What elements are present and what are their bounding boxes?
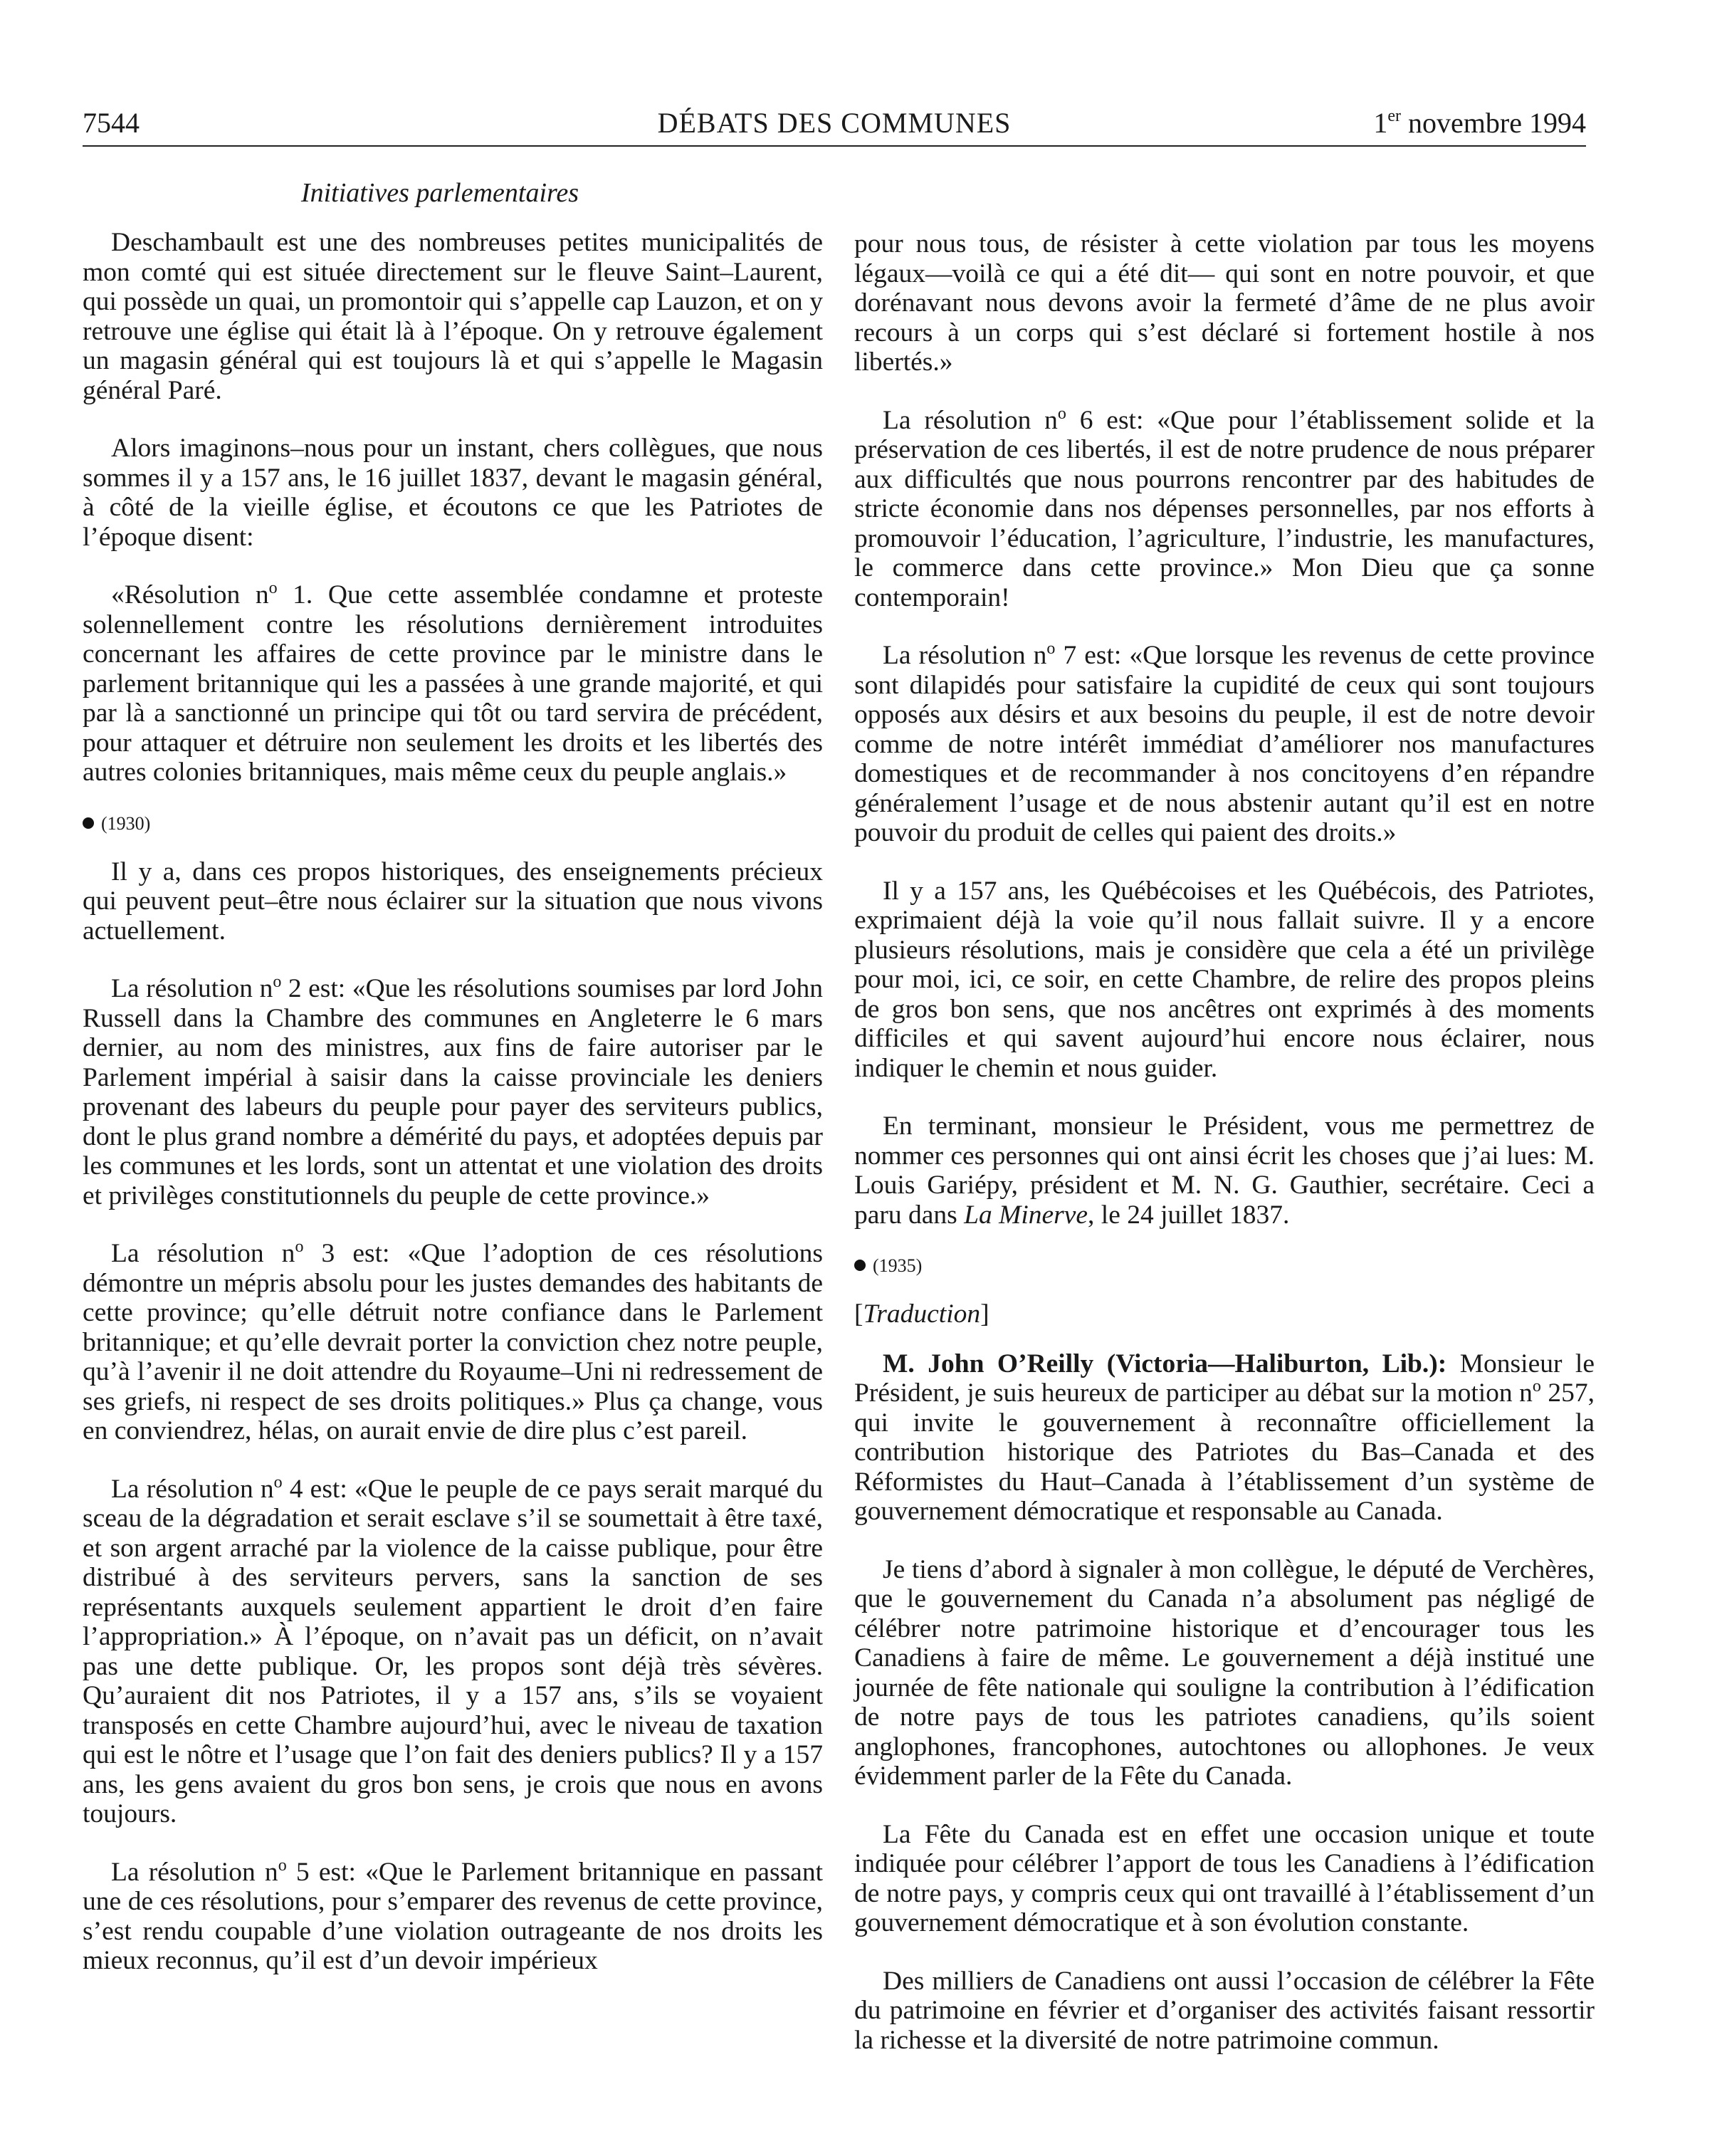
publication-title: DÉBATS DES COMMUNES xyxy=(657,107,1012,139)
resolution-3-paragraph xyxy=(83,1239,823,1446)
bullet-icon xyxy=(854,1260,866,1271)
paragraph-continued: pour nous tous, de résister à cette violation par tous les moyens légaux—voilà ce qui a été dit— qui sont en notre pouvoir, et que dorénavant nous devons avoir la fermeté d’âme de ne plus avoir recours à un corps qui s’est déclaré si fortement hostile à nos libertés.» xyxy=(854,229,1595,377)
text-run: La résolution n xyxy=(111,1857,278,1887)
paragraph: Des milliers de Canadiens ont aussi l’occasion de célébrer la Fête du patrimoine en février et d’organiser des activités faisant ressortir la richesse et la diversité de notre patrimoine commun. xyxy=(854,1966,1595,2055)
text-run: La résolution n xyxy=(111,974,273,1003)
translation-marker xyxy=(854,1299,1595,1329)
bullet-icon xyxy=(83,817,94,829)
text-run: La résolution n xyxy=(111,1239,295,1268)
timestamp: (1935) xyxy=(873,1255,923,1276)
superscript: o xyxy=(268,579,278,597)
resolution-2-paragraph xyxy=(83,974,823,1210)
text-run: 1. Que cette assemblée condamne et proteste solennellement contre les résolutions dernièrement introduites concernant les affaires de cette province par le ministre dans le parlement britannique qui les a passées à une grande majorité, et qui par là a sanctionné un principe qui tôt ou tard servira de précédent, pour attaquer et détruire non seulement les droits et les libertés des autres colonies britanniques, mais même ceux du peuple anglais.» xyxy=(83,580,823,787)
paragraph: La Fête du Canada est en effet une occasion unique et toute indiquée pour célébrer l’apport de tous les Canadiens à l’édification de notre pays, y compris ceux qui ont travaillé à l’établissement d’un gouvernement démocratique et à son évolution constante. xyxy=(854,1819,1595,1937)
right-column xyxy=(854,229,1595,2055)
closing-paragraph xyxy=(854,1111,1595,1230)
speech-paragraph xyxy=(854,1349,1595,1527)
paragraph: Je tiens d’abord à signaler à mon collègue, le député de Verchères, que le gouvernement du Canada n’a absolument pas négligé de célébrer notre patrimoine historique et d’encourager tous les Canadiens à faire de même. Le gouvernement a déjà institué une journée de fête nationale qui souligne la contribution à l’édification de notre pays de tous les patriotes canadiens, qu’ils soient anglophones, francophones, autochtones ou allophones. Je veux évidemment parler de la Fête du Canada. xyxy=(854,1554,1595,1791)
newspaper-title: La Minerve xyxy=(964,1200,1088,1230)
superscript: o xyxy=(273,1472,283,1492)
resolution-5-paragraph xyxy=(83,1858,823,1976)
text-run: , le 24 juillet 1837. xyxy=(1088,1200,1290,1230)
superscript: o xyxy=(273,973,282,991)
text-run: Monsieur le Président, je suis heureux de participer au débat sur la motion n xyxy=(854,1349,1595,1408)
paragraph: Deschambault est une des nombreuses petites municipalités de mon comté qui est située directement sur le fleuve Saint–Laurent, qui possède un quai, un promontoir qui s’appelle cap Lauzon, et on y retrouve une église qui était là à l’époque. On y retrouve également un magasin général qui est toujours là et qui s’appelle le Magasin général Paré. xyxy=(83,228,823,405)
text-run: En terminant, monsieur le Président, vous me permettrez de nommer ces personnes qui ont ainsi écrit les choses que j’ai lues: M. Louis Gariépy, président et M. N. G. Gauthier, secrétaire. Ceci a paru dans xyxy=(854,1111,1595,1230)
text-run: La résolution n xyxy=(883,405,1058,435)
section-title: Initiatives parlementaires xyxy=(300,178,579,208)
page-header xyxy=(83,101,1586,145)
superscript: o xyxy=(1532,1377,1541,1396)
text-run: 2 est: «Que les résolutions soumises par lord John Russell dans la Chambre des communes en Angleterre le 6 mars dernier, au nom des ministres, aux fins de faire autoriser par le Parlement impérial à saisir dans la caisse provinciale les deniers provenant des labeurs du peuple pour payer des serviteurs publics, dont le plus grand nombre a démérité du pays, et adoptées depuis par les communes et les lords, sont un attentat et une violation des droits et privilèges constitutionnels du peuple de cette province.» xyxy=(83,974,823,1210)
text-run: 6 est: «Que pour l’établissement solide et la préservation de ces libertés, il est de notre prudence de nous préparer aux difficultés que nous pourrons rencontrer par des habitudes de stricte économie dans nos dépenses personnelles, par nos efforts à promouvoir l’éducation, l’agriculture, l’industrie, les manufactures, le commerce dans cette province.» Mon Dieu que ça sonne contemporain! xyxy=(854,405,1595,612)
text-run: 5 est: «Que le Parlement britannique en passant une de ces résolutions, pour s’emparer des revenus de cette province, s’est rendu coupable d’une violation outrageante de nos droits les mieux reconnus, qu’il est d’un devoir impérieux xyxy=(83,1857,823,1975)
resolution-1-paragraph xyxy=(83,580,823,787)
text-run: La résolution n xyxy=(883,641,1047,670)
superscript: o xyxy=(278,1856,287,1875)
left-column xyxy=(83,228,823,1976)
text-run: La résolution n xyxy=(111,1474,274,1504)
superscript: o xyxy=(1046,639,1056,658)
bracket: [ xyxy=(854,1299,863,1329)
bracket: ] xyxy=(980,1299,989,1329)
date-superscript: er xyxy=(1387,107,1402,125)
text-run: 257, qui invite le gouvernement à reconnaître officiellement la contribution historique des Patriotes du Bas–Canada et des Réformistes du Haut–Canada à l’établissement d’un système de gouvernement démocratique et responsable au Canada. xyxy=(854,1378,1595,1526)
date-day: 1 xyxy=(1373,107,1388,139)
resolution-4-paragraph xyxy=(83,1472,823,1829)
resolution-6-paragraph xyxy=(854,406,1595,613)
page-date xyxy=(1373,101,1586,145)
speaker-name: M. John O’Reilly (Victoria—Haliburton, Lib.): xyxy=(883,1349,1447,1378)
text-run: 3 est: «Que l’adoption de ces résolutions démontre un mépris absolu pour les justes demandes des habitants de cette province; qu’elle détruit notre confiance dans le Parlement britannique; et qu’elle devrait porter la conviction chez notre peuple, qu’à l’avenir il ne doit attendre du Royaume–Uni ni redressement de ses griefs, ni respect de ses droits politiques.» Plus ça change, vous en conviendrez, hélas, on aurait envie de dire plus c’est pareil. xyxy=(83,1239,823,1445)
superscript: o xyxy=(295,1237,304,1256)
page-number: 7544 xyxy=(83,107,140,139)
text-run: 7 est: «Que lorsque les revenus de cette province sont dilapidés pour satisfaire la cupidité de ceux qui sont toujours opposés aux désirs et aux besoins du peuple, il est de notre devoir comme de notre intérêt immédiat d’améliorer nos manufactures domestiques et de recommander à nos concitoyens d’en répandre généralement l’usage et de nous abstenir autant qu’il est en notre pouvoir du produit de celles qui paient des droits.» xyxy=(854,641,1595,847)
paragraph: Il y a 157 ans, les Québécoises et les Québécois, des Patriotes, exprimaient déjà la voie qu’il nous fallait suivre. Il y a encore plusieurs résolutions, mais je considère que cela a été un privilège pour moi, ici, ce soir, en cette Chambre, de relire des propos pleins de gros bon sens, que nos ancêtres ont exprimés à des moments difficiles et qui savent aujourd’hui encore nous éclairer, nous indiquer le chemin et nous guider. xyxy=(854,876,1595,1083)
header-rule xyxy=(83,145,1586,147)
timestamp-marker xyxy=(854,1254,1595,1278)
date-month-year: novembre 1994 xyxy=(1401,107,1586,139)
timestamp-marker xyxy=(83,812,823,836)
resolution-7-paragraph xyxy=(854,641,1595,848)
timestamp: (1930) xyxy=(101,812,151,834)
text-run: «Résolution n xyxy=(111,580,269,609)
superscript: o xyxy=(1057,404,1066,423)
paragraph: Alors imaginons–nous pour un instant, chers collègues, que nous sommes il y a 157 ans, le 16 juillet 1837, devant le magasin général, à côté de la vieille église, et écoutons ce que les Patriotes de l’époque disent: xyxy=(83,434,823,552)
translation-label: Traduction xyxy=(863,1299,981,1329)
paragraph: Il y a, dans ces propos historiques, des enseignements précieux qui peuvent peut–être nous éclairer sur la situation que nous vivons actuellement. xyxy=(83,857,823,946)
text-run: 4 est: «Que le peuple de ce pays serait marqué du sceau de la dégradation et serait esclave s’il se soumettait à être taxé, et son argent arraché par la violence de la caisse publique, pour être distribué à des serviteurs pervers, sans la sanction de ses représentants auxquels seulement appartient le droit d’en faire l’appropriation.» À l’époque, on n’avait pas un déficit, on n’avait pas une dette publique. Or, les propos sont déjà très sévères. Qu’auraient dit nos Patriotes, il y a 157 ans, s’ils se voyaient transposés en cette Chambre aujourd’hui, avec le niveau de taxation qui est le nôtre et l’usage que l’on fait des deniers publics? Il y a 157 ans, les gens avaient du gros bon sens, je crois que nous en avons toujours. xyxy=(83,1474,823,1828)
